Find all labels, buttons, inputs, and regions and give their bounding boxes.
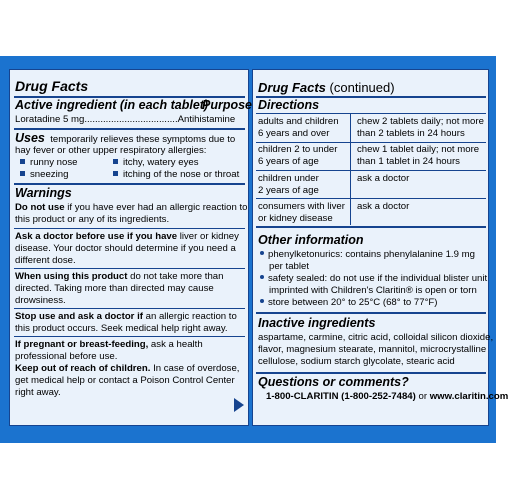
divider [14, 268, 245, 269]
purpose-heading: Purpose [202, 98, 253, 112]
divider [14, 183, 245, 185]
questions-contact: 1-800-CLARITIN (1-800-252-7484) or www.claritin.com [266, 391, 508, 402]
square-bullet-icon [20, 171, 25, 176]
stop-use-line: Stop use and ask a doctor if an allergic reaction to [15, 311, 237, 322]
directions-who: children 2 to under [258, 144, 338, 155]
inactive-line: aspartame, carmine, citric acid, colloidal silicon dioxide, [258, 332, 494, 343]
divider [256, 142, 486, 143]
website-link[interactable]: www.claritin.com [429, 391, 508, 402]
keep-out-line: get medical help or contact a Poison Control Center [15, 375, 235, 386]
round-bullet-icon [260, 251, 264, 255]
keep-out-line: right away. [15, 387, 61, 398]
do-not-use-line: Do not use if you have ever had an allergic reaction to [15, 202, 248, 213]
active-ingredient-heading: Active ingredient (in each tablet) [15, 98, 209, 112]
divider [14, 308, 245, 309]
divider [256, 226, 486, 228]
directions-table-top [256, 113, 486, 114]
ask-doctor-line: disease. Your doctor should determine if you need a [15, 243, 236, 254]
directions-dose: ask a doctor [357, 201, 410, 212]
divider [256, 372, 486, 374]
drug-facts-continued-title: Drug Facts (continued) [258, 80, 395, 95]
drug-facts-title: Drug Facts [15, 78, 89, 94]
phone-number[interactable]: 1-800-CLARITIN (1-800-252-7484) [266, 391, 416, 402]
square-bullet-icon [20, 159, 25, 164]
uses-item: itching of the nose or throat [113, 169, 239, 181]
other-info-item: phenylketonurics: contains phenylalanine 1.9 mg [260, 249, 475, 261]
divider [256, 312, 486, 314]
questions-heading: Questions or comments? [258, 375, 409, 389]
directions-dose: than 2 tablets in 24 hours [357, 128, 465, 139]
square-bullet-icon [113, 171, 118, 176]
uses-item: runny nose [20, 157, 77, 169]
stop-use-line: this product occurs. Seek medical help right away. [15, 323, 228, 334]
divider [256, 170, 486, 171]
directions-dose: ask a doctor [357, 173, 410, 184]
uses-item: sneezing [20, 169, 68, 181]
when-using-line: drowsiness. [15, 295, 66, 306]
active-ingredient-line: Loratadine 5 mg...................................Antihistamine [15, 114, 236, 125]
divider [14, 228, 245, 229]
when-using-line: When using this product do not take more than [15, 271, 224, 282]
inactive-ingredients-heading: Inactive ingredients [258, 316, 376, 330]
do-not-use-line: this product or any of its ingredients. [15, 214, 170, 225]
other-info-item: imprinted with Children's Claritin® is open or torn [269, 285, 477, 296]
directions-dose: than 1 tablet in 24 hours [357, 156, 460, 167]
divider [14, 128, 245, 130]
round-bullet-icon [260, 299, 264, 303]
other-info-heading: Other information [258, 233, 364, 247]
directions-column-divider [350, 113, 351, 225]
pregnant-line: professional before use. [15, 351, 118, 362]
other-info-item: per tablet [269, 261, 310, 272]
ask-doctor-line: Ask a doctor before use if you have liver or kidney [15, 231, 239, 242]
when-using-line: directed. Taking more than directed may cause [15, 283, 214, 294]
directions-who: 2 years of age [258, 185, 319, 196]
uses-heading: Uses [15, 131, 45, 145]
directions-who: or kidney disease [258, 213, 333, 224]
directions-heading: Directions [258, 98, 320, 112]
directions-dose: chew 1 tablet daily; not more [357, 144, 480, 155]
directions-who: 6 years of age [258, 156, 319, 167]
uses-intro: Uses temporarily relieves these symptoms due to [15, 131, 236, 145]
square-bullet-icon [113, 159, 118, 164]
inactive-line: flavor, magnesium stearate, mannitol, microcrystalline [258, 344, 487, 355]
directions-who: children under [258, 173, 319, 184]
directions-dose: chew 2 tablets daily; not more [357, 116, 484, 127]
uses-item: itchy, watery eyes [113, 157, 199, 169]
inactive-line: cellulose, sodium starch glycolate, stearic acid [258, 356, 455, 367]
directions-who: 6 years and over [258, 128, 330, 139]
directions-who: adults and children [258, 116, 339, 127]
divider [14, 336, 245, 337]
uses-intro-2: hay fever or other upper respiratory allergies: [15, 145, 207, 156]
ask-doctor-line: different dose. [15, 255, 76, 266]
keep-out-line: Keep out of reach of children. In case of overdose, [15, 363, 240, 374]
directions-who: consumers with liver [258, 201, 345, 212]
round-bullet-icon [260, 275, 264, 279]
continue-arrow-icon [234, 398, 244, 412]
other-info-item: store between 20° to 25°C (68° to 77°F) [260, 297, 437, 309]
other-info-item: safety sealed: do not use if the individual blister unit [260, 273, 487, 285]
warnings-heading: Warnings [15, 186, 72, 200]
pregnant-line: If pregnant or breast-feeding, ask a health [15, 339, 203, 350]
divider [256, 198, 486, 199]
